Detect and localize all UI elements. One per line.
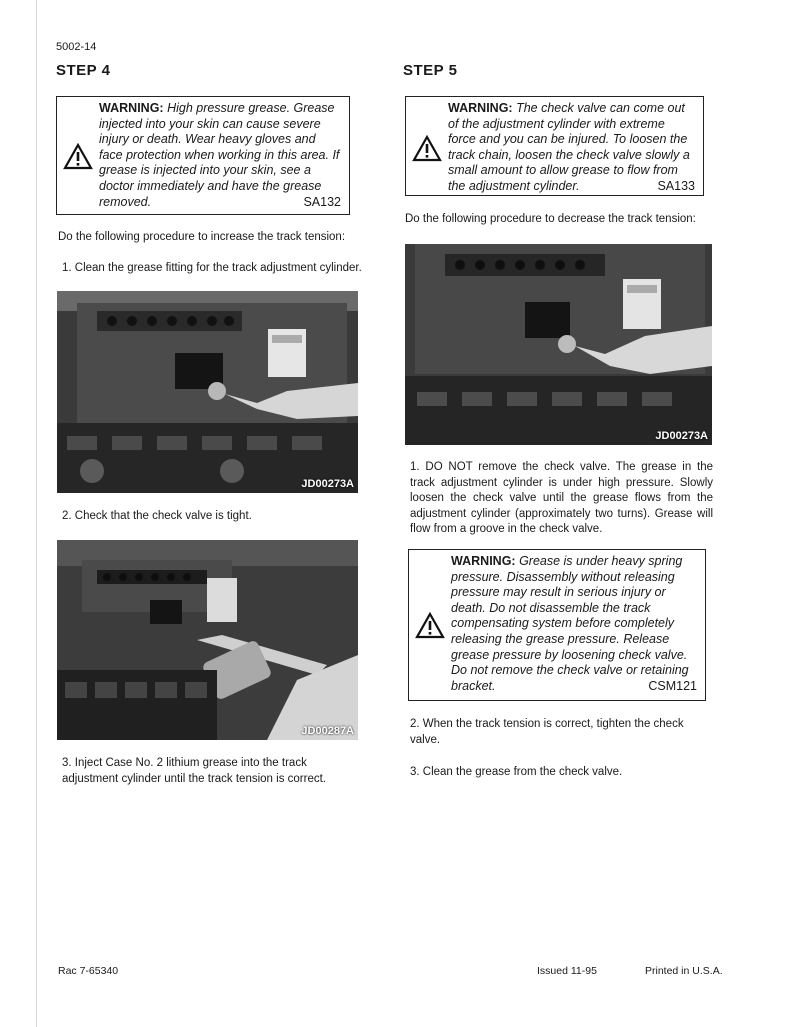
step-4-warning-box bbox=[56, 96, 350, 215]
step-5-item-1: 1. DO NOT remove the check valve. The grease in the track adjustment cylinder is under high pressure. Slowly loosen the check valve until the grease flows from the adjustment cylinder (approximately two turns). Grease will flow from a groove in the check valve. bbox=[410, 461, 713, 535]
page-number: 5002-14 bbox=[56, 41, 97, 53]
scan-edge-line bbox=[36, 0, 37, 1027]
step-5-warning-box-1 bbox=[405, 96, 704, 196]
track-frame-photo bbox=[405, 244, 712, 445]
footer-document-number: Rac 7-65340 bbox=[58, 965, 119, 977]
footer-issued: Issued 11-95 bbox=[537, 965, 597, 977]
step-4-photo-1 bbox=[57, 291, 358, 493]
step-4-item-2: 2. Check that the check valve is tight. bbox=[62, 510, 252, 522]
step-5-intro: Do the following procedure to decrease the track tension: bbox=[405, 213, 696, 225]
warning-text: Grease is under heavy spring pressure. Disassembly without releasing pressure may result in serious injury or death. Do not disassemble the track compensating system before completely releasing the grease pressure. Release grease pressure by loosening check valve. Do not remove the check valve or retaining bracket. bbox=[451, 554, 689, 693]
step-4-item-3: 3. Inject Case No. 2 lithium grease into the track adjustment cylinder until the track tension is correct. bbox=[62, 757, 326, 785]
photo-reference: JD00273A bbox=[655, 430, 708, 442]
step-4-title: STEP 4 bbox=[56, 62, 111, 79]
warning-code: SA133 bbox=[657, 178, 695, 193]
warning-code: CSM121 bbox=[648, 678, 697, 693]
warning-triangle-icon bbox=[63, 143, 93, 170]
step-5-photo bbox=[405, 244, 712, 445]
warning-triangle-icon bbox=[412, 135, 442, 162]
step-5-warning-box-2 bbox=[408, 549, 706, 701]
warning-label: WARNING: bbox=[448, 101, 513, 115]
warning-code: SA132 bbox=[303, 194, 341, 209]
photo-reference: JD00273A bbox=[301, 478, 354, 490]
footer-printed: Printed in U.S.A. bbox=[645, 965, 723, 977]
warning-label: WARNING: bbox=[451, 554, 516, 568]
warning-text: The check valve can come out of the adjustment cylinder with extreme force and you can be injured. To loosen the track chain, loosen the check valve slowly a small amount to allow grease to flow from the adjustment cylinder. bbox=[448, 101, 690, 193]
step-5-item-3: 3. Clean the grease from the check valve. bbox=[410, 766, 623, 778]
step-5-title: STEP 5 bbox=[403, 62, 458, 79]
track-frame-photo bbox=[57, 291, 358, 493]
step-5-item-2: 2. When the track tension is correct, tighten the check valve. bbox=[410, 718, 684, 746]
step-4-intro: Do the following procedure to increase the track tension: bbox=[58, 231, 346, 243]
warning-text: High pressure grease. Grease injected into your skin can cause severe injury or death. Wear heavy gloves and face protection when working in this area. If grease is injected into your skin, see a doctor immediately and have the grease removed. bbox=[99, 101, 340, 209]
grease-gun-photo bbox=[57, 540, 358, 740]
photo-reference: JD00287A bbox=[301, 725, 354, 737]
warning-label: WARNING: bbox=[99, 101, 164, 115]
step-4-photo-2 bbox=[57, 540, 358, 740]
step-4-item-1: 1. Clean the grease fitting for the track adjustment cylinder. bbox=[62, 262, 362, 274]
warning-triangle-icon bbox=[415, 612, 445, 639]
